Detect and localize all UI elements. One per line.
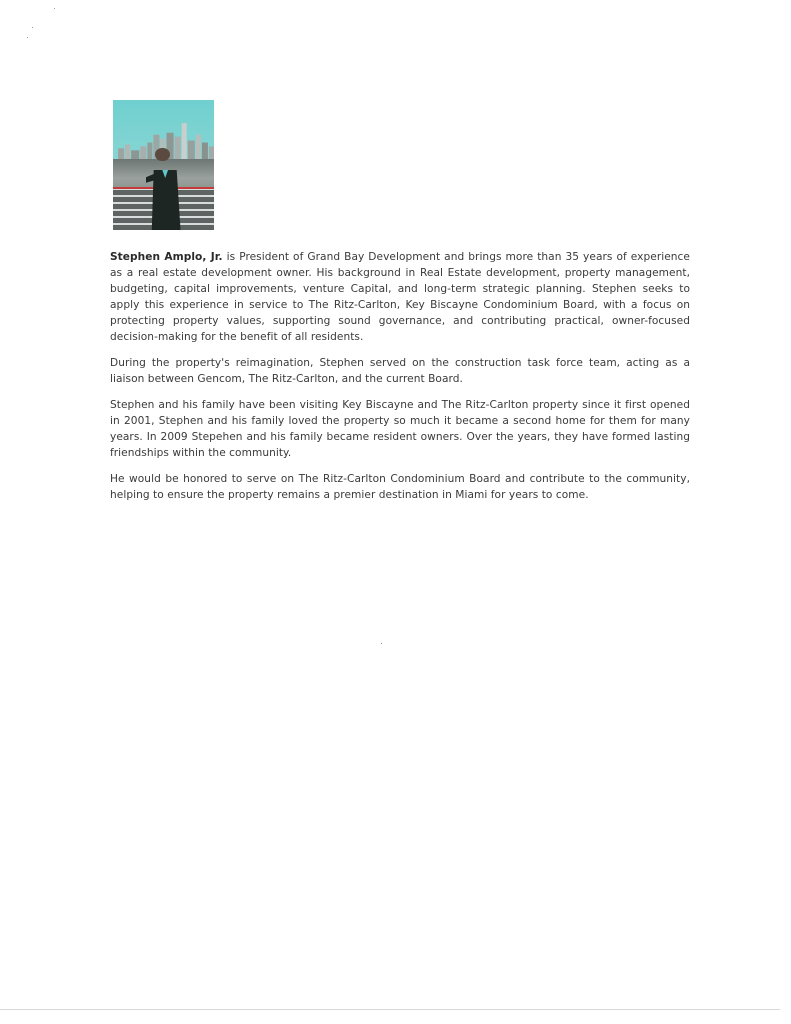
- bio-paragraph-task-force: During the property's reimagination, Stephen served on the construction task force team, acting as a liaison between Gencom, The Ritz-Carlton, and the current Board.: [110, 357, 690, 385]
- bio-paragraph-closing: He would be honored to serve on The Ritz-Carlton Condominium Board and contribute to the community, helping to ensure the property remains a premier destination in Miami for years to come.: [110, 473, 690, 501]
- biography: [110, 249, 690, 513]
- scan-speck: [32, 27, 33, 28]
- candidate-name: Stephen Amplo, Jr.: [110, 251, 223, 263]
- page-bottom-edge: [0, 1009, 780, 1010]
- bio-intro-text: is President of Grand Bay Development and brings more than 35 years of experience as a real estate development owner. His background in Real Estate development, property management, budgeting, capital improvements, venture Capital, and long-term strategic planning. Stephen seeks to apply this experience in service to The Ritz-Carlton, Key Biscayne Condominium Board, with a focus on protecting property values, supporting sound governance, and contributing practical, owner-focused decision-making for the benefit of all residents.: [110, 251, 690, 343]
- scan-speck: [27, 37, 28, 38]
- bio-paragraph-family: Stephen and his family have been visiting Key Biscayne and The Ritz-Carlton property since it first opened in 2001, Stephen and his family loved the property so much it became a second home for them for many years. In 2009 Stepehen and his family became resident owners. Over the years, they have formed lasting friendships within the community.: [110, 399, 690, 459]
- scan-speck: [54, 8, 55, 9]
- portrait-photo: [113, 100, 214, 230]
- scan-speck: [381, 643, 382, 644]
- person-head: [155, 148, 169, 161]
- bio-paragraph-intro: [110, 249, 690, 345]
- person-figure: [146, 156, 184, 230]
